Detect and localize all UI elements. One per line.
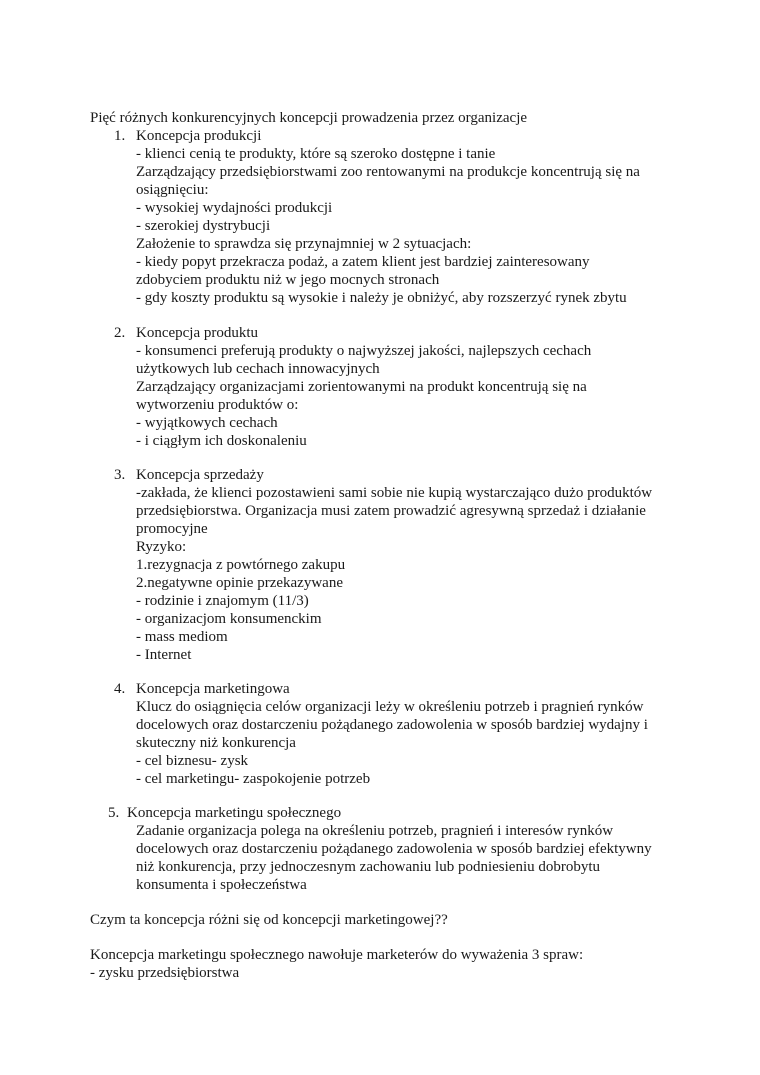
section-4-number: 4.	[114, 681, 126, 697]
text-line: - kiedy popyt przekracza podaż, a zatem klient jest bardziej zainteresowany	[136, 254, 590, 270]
text-line: - gdy koszty produktu są wysokie i należy je obniżyć, aby rozszerzyć rynek zbytu	[136, 290, 627, 306]
question-line: Czym ta koncepcja różni się od koncepcji marketingowej??	[90, 912, 448, 928]
text-line: niż konkurencja, przy jednoczesnym zachowaniu lub podniesieniu dobrobytu	[136, 859, 601, 875]
text-line: - konsumenci preferują produkty o najwyższej jakości, najlepszych cechach	[136, 343, 592, 359]
closing-line: Koncepcja marketingu społecznego nawołuje marketerów do wyważenia 3 spraw:	[90, 947, 584, 963]
text-line: - cel marketingu- zaspokojenie potrzeb	[136, 771, 371, 787]
document-title: Pięć różnych konkurencyjnych koncepcji prowadzenia przez organizacje	[90, 110, 528, 126]
text-line: skuteczny niż konkurencja	[136, 735, 296, 751]
section-4-heading: Koncepcja marketingowa	[136, 681, 290, 697]
text-line: Ryzyko:	[136, 539, 187, 555]
text-line: -zakłada, że klienci pozostawieni sami sobie nie kupią wystarczająco dużo produktów	[136, 485, 653, 501]
closing-line: - zysku przedsiębiorstwa	[90, 965, 240, 981]
text-line: - Internet	[136, 647, 192, 663]
text-line: - klienci cenią te produkty, które są szeroko dostępne i tanie	[136, 146, 496, 162]
section-3-heading: Koncepcja sprzedaży	[136, 467, 264, 483]
text-line: 2.negatywne opinie przekazywane	[136, 575, 343, 591]
text-line: - mass mediom	[136, 629, 228, 645]
text-line: docelowych oraz dostarczeniu pożądanego zadowolenia w sposób bardziej efektywny	[136, 841, 652, 857]
text-line: Zadanie organizacja polega na określeniu potrzeb, pragnień i interesów rynków	[136, 823, 614, 839]
section-3-number: 3.	[114, 467, 126, 483]
section-2-number: 2.	[114, 325, 126, 341]
text-line: Klucz do osiągnięcia celów organizacji leży w określeniu potrzeb i pragnień rynków	[136, 699, 644, 715]
text-line: promocyjne	[136, 521, 208, 537]
text-line: Zarządzający przedsiębiorstwami zoo rentowanymi na produkcje koncentrują się na	[136, 164, 640, 180]
text-line: - szerokiej dystrybucji	[136, 218, 271, 234]
text-line: - i ciągłym ich doskonaleniu	[136, 433, 307, 449]
text-line: - wysokiej wydajności produkcji	[136, 200, 333, 216]
section-5-number: 5.	[108, 805, 120, 821]
text-line: zdobyciem produktu niż w jego mocnych stronach	[136, 272, 440, 288]
text-line: konsumenta i społeczeństwa	[136, 877, 307, 893]
text-line: 1.rezygnacja z powtórnego zakupu	[136, 557, 346, 573]
section-1-number: 1.	[114, 128, 126, 144]
text-line: przedsiębiorstwa. Organizacja musi zatem prowadzić agresywną sprzedaż i działanie	[136, 503, 646, 519]
text-line: Założenie to sprawdza się przynajmniej w 2 sytuacjach:	[136, 236, 472, 252]
text-line: wytworzeniu produktów o:	[136, 397, 299, 413]
text-line: - wyjątkowych cechach	[136, 415, 278, 431]
text-line: - cel biznesu- zysk	[136, 753, 249, 769]
text-line: - organizacjom konsumenckim	[136, 611, 322, 627]
section-1-heading: Koncepcja produkcji	[136, 128, 262, 144]
text-line: docelowych oraz dostarczeniu pożądanego zadowolenia w sposób bardziej wydajny i	[136, 717, 648, 733]
text-line: - rodzinie i znajomym (11/3)	[136, 593, 309, 609]
text-line: osiągnięciu:	[136, 182, 209, 198]
section-2-heading: Koncepcja produktu	[136, 325, 259, 341]
text-line: użytkowych lub cechach innowacyjnych	[136, 361, 380, 377]
section-5-heading: Koncepcja marketingu społecznego	[127, 805, 342, 821]
text-line: Zarządzający organizacjami zorientowanymi na produkt koncentrują się na	[136, 379, 587, 395]
